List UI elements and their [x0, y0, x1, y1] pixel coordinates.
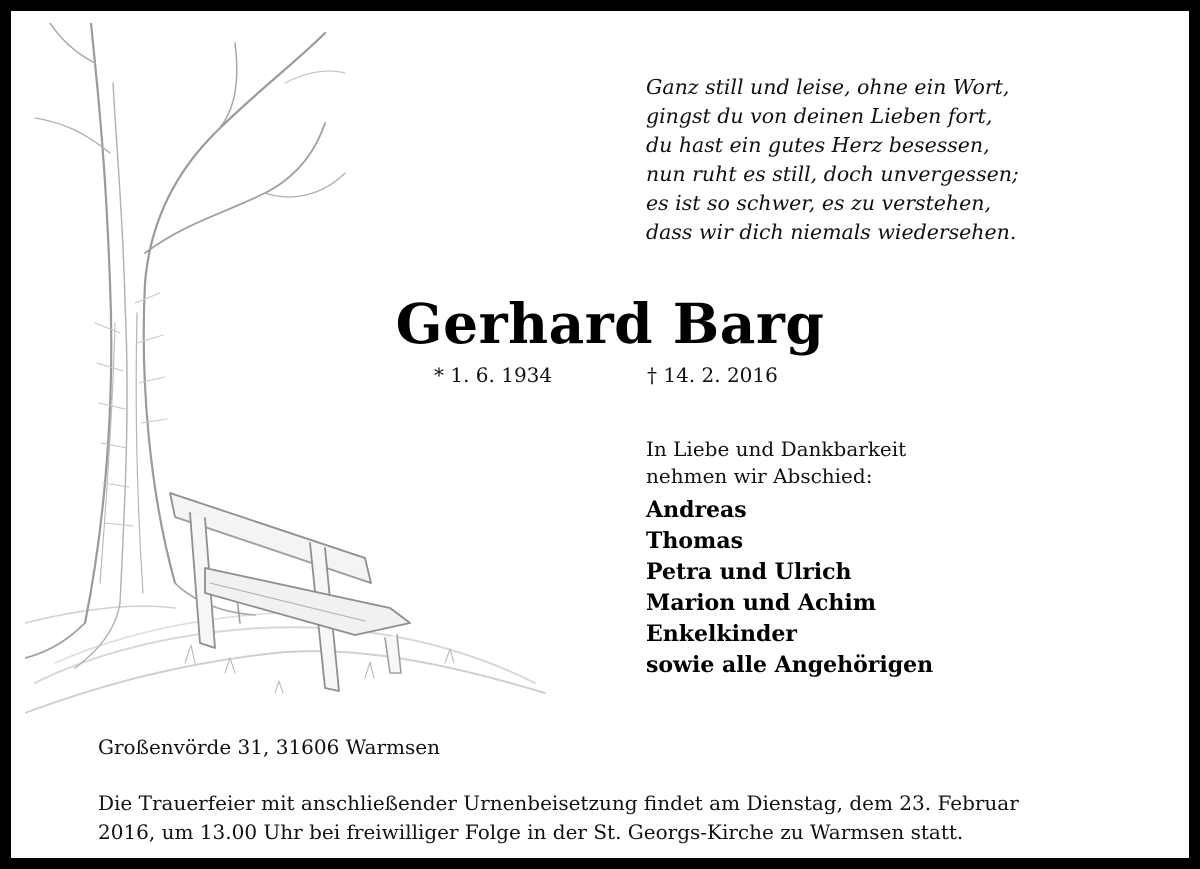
poem-line: es ist so schwer, es zu verstehen,	[646, 191, 991, 215]
poem-line: Ganz still und leise, ohne ein Wort,	[646, 75, 1010, 99]
poem-line: gingst du von deinen Lieben fort,	[646, 104, 993, 128]
mourner-name: Enkelkinder	[646, 621, 797, 647]
mourners-list	[646, 495, 933, 681]
mourner-name: sowie alle Angehörigen	[646, 652, 934, 678]
deceased-name-text: Gerhard Barg	[395, 291, 825, 356]
mourner-name: Petra und Ulrich	[646, 559, 852, 585]
poem-line: nun ruht es still, doch unvergessen;	[646, 162, 1019, 186]
mourner-name: Andreas	[646, 497, 747, 523]
service-line: 2016, um 13.00 Uhr bei freiwilliger Folge in der St. Georgs-Kirche zu Warmsen statt.	[98, 820, 964, 844]
family-address: Großenvörde 31, 31606 Warmsen	[98, 735, 440, 759]
service-line: Die Trauerfeier mit anschließender Urnenbeisetzung findet am Dienstag, dem 23. Februar	[98, 791, 1019, 815]
memorial-poem	[646, 73, 1019, 247]
poem-line: du hast ein gutes Herz besessen,	[646, 133, 990, 157]
poem-line: dass wir dich niemals wiedersehen.	[646, 220, 1017, 244]
birth-date: * 1. 6. 1934	[434, 363, 553, 387]
farewell-line: nehmen wir Abschied:	[646, 464, 873, 488]
mourner-name: Thomas	[646, 528, 743, 554]
mourner-name: Marion und Achim	[646, 590, 877, 616]
deceased-name	[11, 291, 1200, 356]
farewell-line: In Liebe und Dankbarkeit	[646, 437, 907, 461]
funeral-service-info	[98, 789, 1138, 847]
farewell-text	[646, 436, 906, 490]
death-date: † 14. 2. 2016	[647, 363, 778, 387]
